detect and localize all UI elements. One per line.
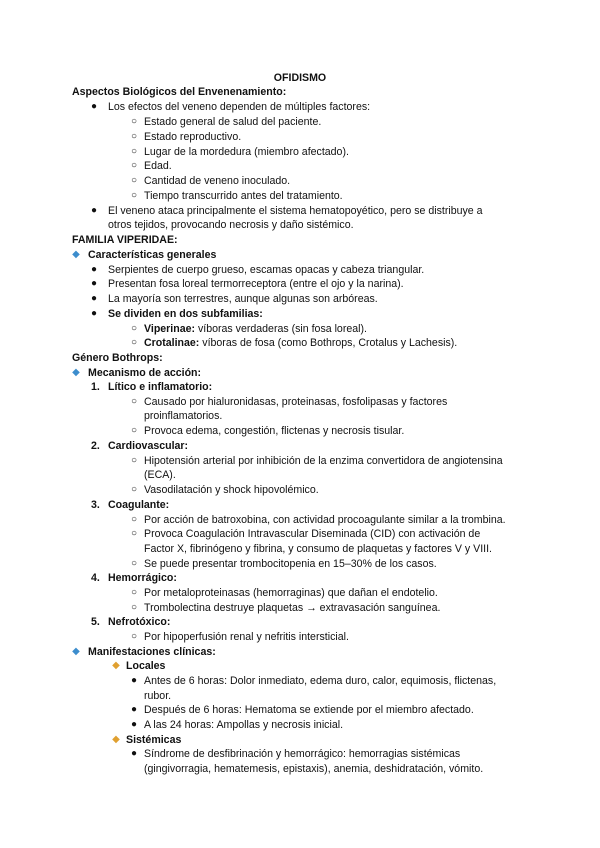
factor-item: Estado general de salud del paciente. (144, 116, 322, 128)
subheading-sistemicas: Sistémicas (126, 734, 182, 746)
bullet-text: Antes de 6 horas: Dolor inmediato, edema duro, calor, equimosis, flictenas, (144, 675, 497, 687)
mechanism-detail-cont: (ECA). (144, 469, 176, 481)
mechanism-title: Hemorrágico: (108, 572, 177, 584)
bullet-icon: ● (130, 704, 138, 715)
bullet-icon: ● (130, 719, 138, 730)
bullet-text: Serpientes de cuerpo grueso, escamas opacas y cabeza triangular. (108, 264, 425, 276)
bullet-text: Los efectos del veneno dependen de múltiples factores: (108, 101, 371, 113)
bullet-icon: ● (90, 101, 98, 112)
mechanism-detail: Por acción de batroxobina, con actividad procoagulante similar a la trombina. (144, 514, 506, 526)
mechanism-detail: Trombolectina destruye plaquetas → extravasación sanguínea. (144, 602, 441, 614)
subheading-caracteristicas: Características generales (88, 249, 217, 261)
circle-bullet-icon: ○ (130, 602, 138, 613)
subheading-mecanismo: Mecanismo de acción: (88, 367, 202, 379)
bullet-text-cont: (gingivorragia, hematemesis, epistaxis), anemia, deshidratación, vómito. (144, 763, 484, 775)
subfamily-viperinae (144, 322, 367, 337)
mechanism-title: Cardiovascular: (108, 440, 189, 452)
circle-bullet-icon: ○ (130, 587, 138, 598)
section-heading-viperidae: FAMILIA VIPERIDAE: (72, 234, 178, 246)
circle-bullet-icon: ○ (130, 131, 138, 142)
diamond-bullet-icon: ◆ (112, 734, 120, 745)
bullet-icon: ● (90, 205, 98, 216)
mechanism-detail: Por metaloproteinasas (hemorraginas) que dañan el endotelio. (144, 587, 438, 599)
list-number: 2. (91, 440, 100, 452)
factor-item: Lugar de la mordedura (miembro afectado). (144, 146, 349, 158)
circle-bullet-icon: ○ (130, 484, 138, 495)
bullet-text: A las 24 horas: Ampollas y necrosis inicial. (144, 719, 344, 731)
circle-bullet-icon: ○ (130, 116, 138, 127)
mechanism-detail: Hipotensión arterial por inhibición de la enzima convertidora de angiotensina (144, 455, 503, 467)
circle-bullet-icon: ○ (130, 175, 138, 186)
factor-item: Estado reproductivo. (144, 131, 242, 143)
diamond-bullet-icon: ◆ (72, 249, 80, 260)
viperinae-text: víboras verdaderas (sin fosa loreal). (195, 323, 367, 335)
list-number: 5. (91, 616, 100, 628)
bullet-text-cont: otros tejidos, provocando necrosis y daño sistémico. (108, 219, 354, 231)
bullet-text: La mayoría son terrestres, aunque algunas son arbóreas. (108, 293, 378, 305)
factor-item: Tiempo transcurrido antes del tratamiento. (144, 190, 343, 202)
factor-item: Edad. (144, 160, 172, 172)
section-heading-aspectos: Aspectos Biológicos del Envenenamiento: (72, 86, 287, 98)
factor-item: Cantidad de veneno inoculado. (144, 175, 291, 187)
list-number: 3. (91, 499, 100, 511)
bullet-text-cont: rubor. (144, 690, 172, 702)
mechanism-title: Nefrotóxico: (108, 616, 171, 628)
circle-bullet-icon: ○ (130, 323, 138, 334)
bullet-icon: ● (90, 264, 98, 275)
diamond-bullet-icon: ◆ (72, 646, 80, 657)
mechanism-detail: Por hipoperfusión renal y nefritis intersticial. (144, 631, 349, 643)
circle-bullet-icon: ○ (130, 146, 138, 157)
section-heading-bothrops: Género Bothrops: (72, 352, 163, 364)
list-number: 1. (91, 381, 100, 393)
circle-bullet-icon: ○ (130, 160, 138, 171)
mechanism-detail: Causado por hialuronidasas, proteinasas, fosfolipasas y factores (144, 396, 448, 408)
circle-bullet-icon: ○ (130, 190, 138, 201)
circle-bullet-icon: ○ (130, 337, 138, 348)
viperinae-label: Viperinae: (144, 323, 196, 335)
subheading-locales: Locales (126, 660, 166, 672)
list-number: 4. (91, 572, 100, 584)
circle-bullet-icon: ○ (130, 396, 138, 407)
mechanism-detail-cont: Factor X, fibrinógeno y fibrina, y consumo de plaquetas y factores V y VIII. (144, 543, 493, 555)
subfamilias-heading: Se dividen en dos subfamilias: (108, 308, 263, 320)
mechanism-detail: Provoca Coagulación Intravascular Diseminada (CID) con activación de (144, 528, 481, 540)
subfamily-crotalinae (144, 336, 457, 351)
circle-bullet-icon: ○ (130, 528, 138, 539)
circle-bullet-icon: ○ (130, 514, 138, 525)
circle-bullet-icon: ○ (130, 425, 138, 436)
mechanism-detail-cont: proinflamatorios. (144, 410, 223, 422)
bullet-text: Síndrome de desfibrinación y hemorrágico: hemorragias sistémicas (144, 748, 461, 760)
bullet-icon: ● (90, 278, 98, 289)
circle-bullet-icon: ○ (130, 631, 138, 642)
diamond-bullet-icon: ◆ (112, 660, 120, 671)
diamond-bullet-icon: ◆ (72, 367, 80, 378)
bullet-text: El veneno ataca principalmente el sistema hematopoyético, pero se distribuye a (108, 205, 483, 217)
bullet-text: Presentan fosa loreal termorreceptora (entre el ojo y la narina). (108, 278, 404, 290)
crotalinae-label: Crotalinae: (144, 337, 200, 349)
bullet-text: Después de 6 horas: Hematoma se extiende por el miembro afectado. (144, 704, 474, 716)
bullet-icon: ● (130, 748, 138, 759)
crotalinae-text: víboras de fosa (como Bothrops, Crotalus y Lachesis). (199, 337, 458, 349)
mechanism-title: Coagulante: (108, 499, 170, 511)
mechanism-detail: Se puede presentar trombocitopenia en 15–30% de los casos. (144, 558, 437, 570)
bullet-icon: ● (90, 308, 98, 319)
document-title: OFIDISMO (273, 72, 327, 84)
subheading-manifestaciones: Manifestaciones clínicas: (88, 646, 216, 658)
mechanism-title: Lítico e inflamatorio: (108, 381, 213, 393)
bullet-icon: ● (90, 293, 98, 304)
circle-bullet-icon: ○ (130, 558, 138, 569)
bullet-icon: ● (130, 675, 138, 686)
mechanism-detail: Vasodilatación y shock hipovolémico. (144, 484, 319, 496)
mechanism-detail: Provoca edema, congestión, flictenas y necrosis tisular. (144, 425, 405, 437)
circle-bullet-icon: ○ (130, 455, 138, 466)
